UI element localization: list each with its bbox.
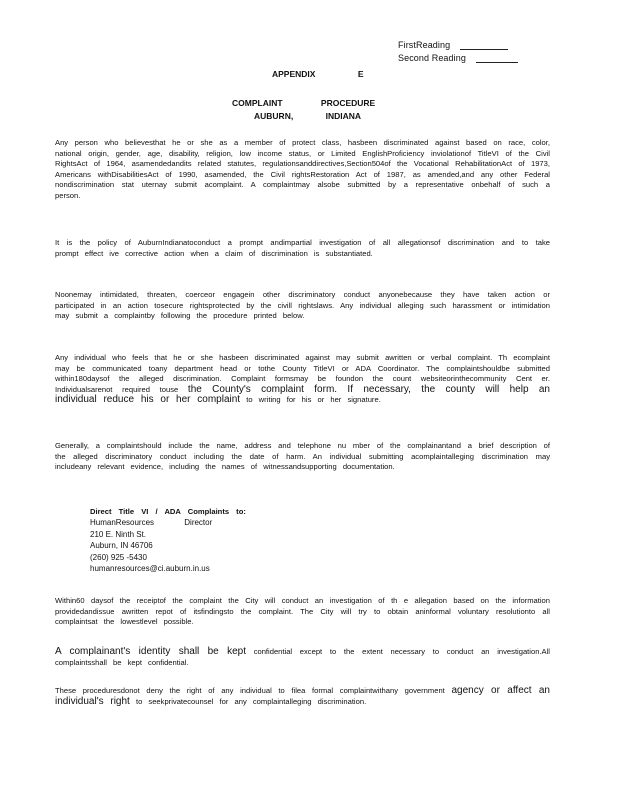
contact-role: Director: [184, 518, 213, 528]
contact-department: [90, 517, 246, 528]
second-reading-line: [398, 53, 518, 63]
first-reading-label: FirstReading: [398, 40, 451, 50]
second-reading-label: Second Reading: [398, 53, 466, 63]
second-reading-blank: [476, 54, 518, 63]
confidentiality-text: confidential except to the extent necessary to conduct an investigation.All complaintsshall be kept confidential.: [55, 647, 550, 667]
first-reading-line: [398, 40, 508, 50]
paragraph-confidentiality: [55, 647, 550, 668]
state-word: INDIANA: [325, 111, 361, 121]
contact-street: 210 E. Ninth St.: [90, 529, 147, 539]
appendix-letter: E: [357, 69, 364, 79]
paragraph-investigation: Within60 daysof the receiptof the complaint the City will conduct an investigation of th e allegation based on the information providedandissue awritten repot of itsfindingsto the complaint. The City will try to obtain aninformal voluntary resolutionto all complaintsat the lowestlevel possible.: [55, 596, 550, 627]
contact-title: Direct Title VI / ADA Complaints to:: [90, 507, 246, 516]
paragraph-who-may-file: Any person who believesthat he or she as a member of protect class, hasbeen discriminated against based on race, color, national origin, gender, age, disability, religion, low income status, or Limited EnglishProficiency inviolationof TitleVI of the Civil RightsAct of 1964, asamendedandits related statutes, regulationsanddirectives,Section504of the Vocational RehabilitationAct of 1973, Americans withDisabilitiesAct of 1990, asamended, the Civil rightsRestoration Act of 1987, as amended,and any other Federal nondiscrimination stat uternay submit acomplaint. A complaintmay alsobe submitted by a representative onbehalf of such a person.: [55, 138, 550, 200]
how-to-submit-text-end: to writing for his or her signature.: [246, 395, 381, 405]
appendix-title: [272, 69, 364, 79]
complaint-procedure-title: [232, 98, 375, 108]
contact-block: [90, 506, 246, 574]
rights-text-end: to seekprivatecounsel for any complaintalleging discrimination.: [135, 696, 367, 706]
first-reading-blank: [460, 41, 508, 50]
procedure-word: PROCEDURE: [320, 98, 376, 108]
city-word: AUBURN,: [254, 111, 294, 121]
rights-text: These proceduresdonot deny the right of any individual to filea formal complaintwithany government: [55, 686, 445, 695]
city-state-title: [254, 111, 361, 121]
paragraph-how-to-submit: [55, 353, 550, 406]
complaint-word: COMPLAINT: [232, 98, 283, 108]
confidentiality-text-large: A complainant's identity shall be kept: [55, 646, 246, 657]
appendix-label: APPENDIX: [272, 69, 316, 79]
paragraph-intimidation: Noonemay intimidated, threaten, coerceor engagein other discriminatory conduct anyonebecause they have taken action or participated in an action tosecure rightsprotected by the civill rightslaws. Any individual alleging such harassment or intimidation may submit a complaintby following the procedure printed below.: [55, 290, 550, 321]
paragraph-rights: [55, 686, 550, 707]
contact-email: humanresources@ci.auburn.in.us: [90, 564, 210, 574]
contact-phone: (260) 925 -5430: [90, 552, 147, 562]
paragraph-complaint-contents: Generally, a complaintshould include the name, address and telephone nu mber of the complainantand a brief description of the alleged discriminatory conduct including the date of harm. An individual submitting acomplaintalleging discrimination may includeany relevant evidence, including the names of witnessandsupporting documentation.: [55, 441, 550, 472]
contact-city: Auburn, IN 46706: [90, 541, 153, 551]
how-to-submit-text: Any individual who feels that he or she hasbeen discriminated against may submit awritten or verbal complaint. Th ecomplaint may be communicated toany department head or tothe County TitleVI or ADA Coordinator. The complaintshouldbe submitted within180daysof the alleged discrimination. Complaint formsmay be foundon the count websiteorinthecommunity Cent er. Individualsarenot required touse: [55, 353, 550, 394]
how-to-submit-text-large: the County's complaint form. If necessary, the county will help an individual reduce his or her complaint: [55, 383, 550, 406]
paragraph-policy: It is the policy of AuburnIndianatoconduct a prompt andimpartial investigation of all allegationsof discrimination and to take prompt effect ive corrective action when a claim of discrimination is substantiated.: [55, 238, 550, 258]
rights-text-large: agency or affect an individual's right: [55, 685, 550, 707]
contact-dept: HumanResources: [90, 518, 155, 528]
